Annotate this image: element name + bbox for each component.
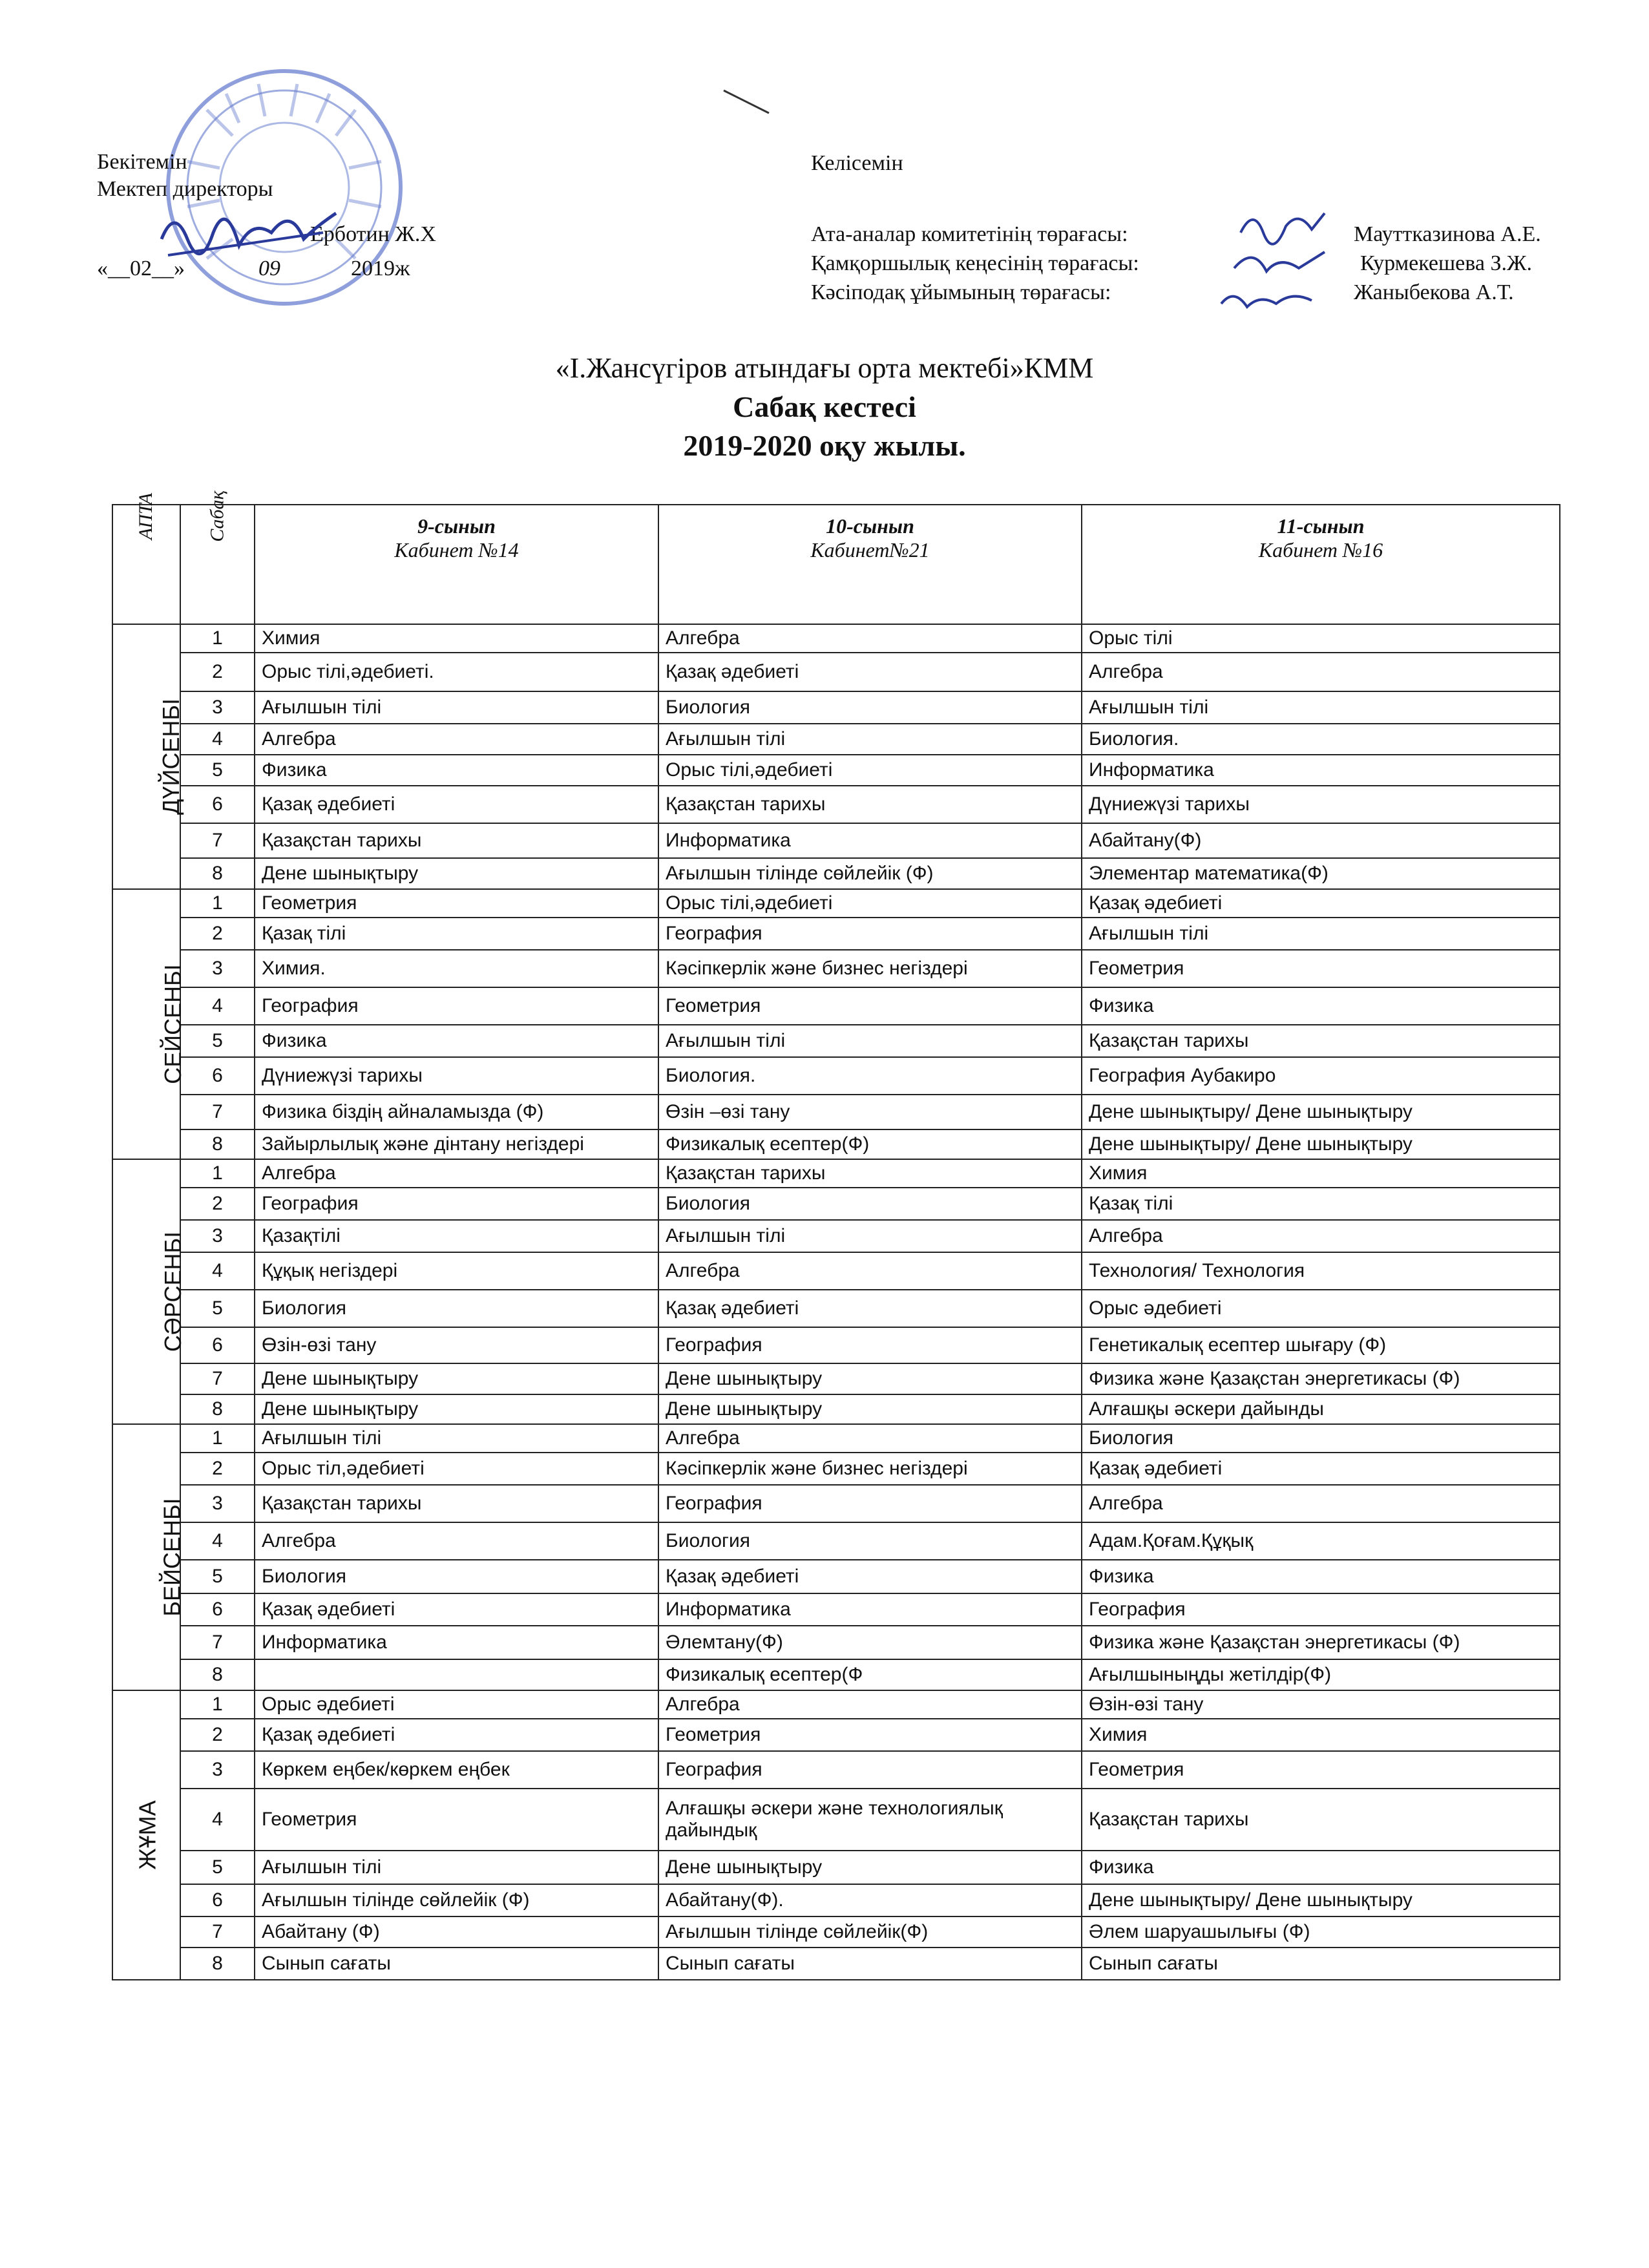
- cell-class-9: Ағылшын тілі: [255, 1424, 658, 1453]
- table-row: [112, 1424, 1560, 1453]
- cell-class-11: География Аубакиро: [1082, 1057, 1560, 1095]
- cell-class-9: Ағылшын тілі: [255, 1851, 658, 1884]
- cell-class-10: География: [658, 1485, 1082, 1522]
- cell-class-11: Қазақ әдебиеті: [1082, 1453, 1560, 1485]
- table-row: [112, 1025, 1560, 1057]
- cell-class-11: Алгебра: [1082, 653, 1560, 691]
- day-label: БЕЙСЕНБІ: [112, 1424, 180, 1690]
- table-row: [112, 987, 1560, 1025]
- lesson-number: 7: [180, 823, 255, 858]
- cell-class-9: Қазақ әдебиеті: [255, 786, 658, 823]
- cell-class-10: Әлемтану(Ф): [658, 1626, 1082, 1659]
- lesson-number: 2: [180, 1719, 255, 1751]
- school-name: «І.Жансүгіров атындағы орта мектебі»КММ: [555, 352, 1094, 384]
- table-row: [112, 889, 1560, 918]
- lesson-number: 4: [180, 1789, 255, 1851]
- cell-class-9: Орыс әдебиеті: [255, 1690, 658, 1719]
- lesson-number: 3: [180, 950, 255, 987]
- cell-class-11: Физика және Қазақстан энергетикасы (Ф): [1082, 1626, 1560, 1659]
- table-row: [112, 950, 1560, 987]
- signature-icon: [1215, 281, 1318, 320]
- lesson-number: 5: [180, 1290, 255, 1327]
- cell-class-11: Қазақстан тарихы: [1082, 1789, 1560, 1851]
- cell-class-10: Қазақ әдебиеті: [658, 653, 1082, 691]
- cell-class-10: Кәсіпкерлік және бизнес негіздері: [658, 1453, 1082, 1485]
- cell-class-11: Геометрия: [1082, 1751, 1560, 1789]
- cell-class-11: Қазақ тілі: [1082, 1188, 1560, 1220]
- cell-class-10: География: [658, 918, 1082, 950]
- cell-class-10: Алғашқы әскери және технологиялық дайындық: [658, 1789, 1082, 1851]
- table-row: [112, 1659, 1560, 1690]
- agreement-name: Мауттказинова А.Е.: [1354, 222, 1541, 246]
- table-row: [112, 1916, 1560, 1948]
- table-row: [112, 1884, 1560, 1916]
- lesson-number: 6: [180, 1057, 255, 1095]
- cell-class-11: Информатика: [1082, 755, 1560, 786]
- cell-class-9: Қазақ әдебиеті: [255, 1719, 658, 1751]
- cell-class-11: Технология/ Технология: [1082, 1252, 1560, 1290]
- cell-class-11: Сынып сағаты: [1082, 1948, 1560, 1980]
- cell-class-10: Сынып сағаты: [658, 1948, 1082, 1980]
- cell-class-9: Қазақ тілі: [255, 918, 658, 950]
- cell-class-10: Физикалық есептер(Ф: [658, 1659, 1082, 1690]
- lesson-number: 3: [180, 1220, 255, 1252]
- table-row: [112, 786, 1560, 823]
- cell-class-11: Әлем шаруашылығы (Ф): [1082, 1916, 1560, 1948]
- column-header-week: АПТА: [112, 505, 180, 624]
- lesson-number: 7: [180, 1916, 255, 1948]
- cell-class-9: География: [255, 1188, 658, 1220]
- cell-class-9: Көркем еңбек/көркем еңбек: [255, 1751, 658, 1789]
- cell-class-11: Орыс әдебиеті: [1082, 1290, 1560, 1327]
- column-header-lesson: Сабақ: [180, 505, 255, 624]
- cell-class-10: Биология: [658, 1522, 1082, 1560]
- agreement-title: Келісемін: [811, 151, 903, 175]
- column-header-class: [658, 505, 1082, 624]
- table-row: [112, 1394, 1560, 1424]
- cell-class-10: Алгебра: [658, 1690, 1082, 1719]
- cell-class-10: Биология: [658, 1188, 1082, 1220]
- cell-class-10: Биология.: [658, 1057, 1082, 1095]
- class-name: 10-сынып: [826, 514, 914, 538]
- table-row: [112, 1129, 1560, 1159]
- cell-class-11: Ағылшын тілі: [1082, 918, 1560, 950]
- approval-position: Мектеп директоры: [97, 177, 273, 201]
- cell-class-9: Геометрия: [255, 1789, 658, 1851]
- lesson-number: 1: [180, 1424, 255, 1453]
- table-row: [112, 1290, 1560, 1327]
- cell-class-10: Қазақстан тарихы: [658, 1159, 1082, 1188]
- cell-class-10: Кәсіпкерлік және бизнес негіздері: [658, 950, 1082, 987]
- cell-class-10: Информатика: [658, 823, 1082, 858]
- cell-class-10: Геометрия: [658, 987, 1082, 1025]
- lesson-number: 1: [180, 1690, 255, 1719]
- lesson-number: 8: [180, 1948, 255, 1980]
- cell-class-9: Алгебра: [255, 1159, 658, 1188]
- cell-class-11: Алғашқы әскери дайынды: [1082, 1394, 1560, 1424]
- table-row: [112, 1690, 1560, 1719]
- table-row: [112, 1057, 1560, 1095]
- table-row: [112, 1095, 1560, 1129]
- cell-class-10: Алгебра: [658, 1252, 1082, 1290]
- lesson-number: 2: [180, 918, 255, 950]
- table-row: [112, 1948, 1560, 1980]
- day-label: ЖҰМА: [112, 1690, 180, 1980]
- cell-class-10: Дене шынықтыру: [658, 1363, 1082, 1394]
- lesson-number: 5: [180, 1560, 255, 1593]
- lesson-number: 6: [180, 1327, 255, 1363]
- table-row: [112, 858, 1560, 889]
- cell-class-11: Қазақ әдебиеті: [1082, 889, 1560, 918]
- cell-class-11: Абайтану(Ф): [1082, 823, 1560, 858]
- director-name: Ерботин Ж.Х: [310, 222, 436, 246]
- table-row: [112, 1719, 1560, 1751]
- lesson-number: 4: [180, 724, 255, 755]
- cell-class-9: Орыс тіл,әдебиеті: [255, 1453, 658, 1485]
- cell-class-9: Абайтану (Ф): [255, 1916, 658, 1948]
- cell-class-9: Химия: [255, 624, 658, 653]
- cell-class-11: Қазақстан тарихы: [1082, 1025, 1560, 1057]
- agreement-role: Қамқоршылық кеңесінің төрағасы:: [811, 251, 1139, 275]
- cell-class-11: Химия: [1082, 1159, 1560, 1188]
- lesson-number: 6: [180, 1884, 255, 1916]
- table-row: [112, 653, 1560, 691]
- day-label: ДҮЙСЕНБІ: [112, 624, 180, 889]
- cell-class-9: География: [255, 987, 658, 1025]
- cell-class-9: Ағылшын тілінде сөйлейік (Ф): [255, 1884, 658, 1916]
- lesson-number: 7: [180, 1626, 255, 1659]
- cell-class-10: Өзін –өзі тану: [658, 1095, 1082, 1129]
- cell-class-11: Дүниежүзі тарихы: [1082, 786, 1560, 823]
- cell-class-10: География: [658, 1751, 1082, 1789]
- lesson-number: 4: [180, 1252, 255, 1290]
- cell-class-10: География: [658, 1327, 1082, 1363]
- cell-class-9: Ағылшын тілі: [255, 691, 658, 724]
- scan-mark-icon: [720, 87, 772, 116]
- academic-year: 2019-2020 оқу жылы.: [683, 429, 966, 462]
- cell-class-9: Қазақ әдебиеті: [255, 1593, 658, 1626]
- lesson-number: 4: [180, 987, 255, 1025]
- cell-class-9: Дене шынықтыру: [255, 858, 658, 889]
- cell-class-11: Физика: [1082, 1851, 1560, 1884]
- cell-class-9: Қазақстан тарихы: [255, 1485, 658, 1522]
- cell-class-10: Орыс тілі,әдебиеті: [658, 755, 1082, 786]
- table-row: [112, 1188, 1560, 1220]
- date-month: 09: [258, 257, 280, 280]
- cell-class-10: Информатика: [658, 1593, 1082, 1626]
- page-title: Сабақ кестесі: [733, 390, 916, 423]
- lesson-number: 5: [180, 1851, 255, 1884]
- table-row: [112, 1453, 1560, 1485]
- lesson-number: 8: [180, 858, 255, 889]
- class-room: Кабинет №16: [1258, 538, 1383, 562]
- cell-class-9: Информатика: [255, 1626, 658, 1659]
- cell-class-11: Дене шынықтыру/ Дене шынықтыру: [1082, 1884, 1560, 1916]
- cell-class-9: Қазақтілі: [255, 1220, 658, 1252]
- lesson-number: 8: [180, 1659, 255, 1690]
- lesson-number: 2: [180, 1188, 255, 1220]
- cell-class-10: Ағылшын тілінде сөйлейік(Ф): [658, 1916, 1082, 1948]
- agreement-row: [811, 279, 1586, 306]
- table-row: [112, 724, 1560, 755]
- cell-class-9: Дене шынықтыру: [255, 1394, 658, 1424]
- table-row: [112, 1560, 1560, 1593]
- class-room: Кабинет№21: [810, 538, 930, 562]
- cell-class-11: Өзін-өзі тану: [1082, 1690, 1560, 1719]
- cell-class-11: Химия: [1082, 1719, 1560, 1751]
- lesson-number: 1: [180, 889, 255, 918]
- cell-class-11: Алгебра: [1082, 1220, 1560, 1252]
- lesson-number: 7: [180, 1095, 255, 1129]
- cell-class-11: Ағылшыныңды жетілдір(Ф): [1082, 1659, 1560, 1690]
- cell-class-10: Қазақ әдебиеті: [658, 1290, 1082, 1327]
- lesson-number: 3: [180, 1485, 255, 1522]
- lesson-number: 7: [180, 1363, 255, 1394]
- cell-class-9: Биология: [255, 1560, 658, 1593]
- table-row: [112, 1327, 1560, 1363]
- class-name: 11-сынып: [1277, 514, 1365, 538]
- cell-class-9: Сынып сағаты: [255, 1948, 658, 1980]
- agreement-name: Жаныбекова А.Т.: [1354, 280, 1514, 304]
- cell-class-11: Биология: [1082, 1424, 1560, 1453]
- column-header-class: [255, 505, 658, 624]
- agreement-role: Кәсіподақ ұйымының төрағасы:: [811, 280, 1111, 304]
- table-row: [112, 755, 1560, 786]
- cell-class-10: Орыс тілі,әдебиеті: [658, 889, 1082, 918]
- class-room: Кабинет №14: [394, 538, 519, 562]
- table-row: [112, 1789, 1560, 1851]
- cell-class-11: Адам.Қоғам.Құқық: [1082, 1522, 1560, 1560]
- cell-class-9: Физика: [255, 755, 658, 786]
- cell-class-10: Ағылшын тілі: [658, 1220, 1082, 1252]
- table-header-row: [112, 505, 1560, 624]
- cell-class-9: Алгебра: [255, 724, 658, 755]
- cell-class-11: Биология.: [1082, 724, 1560, 755]
- lesson-number: 2: [180, 1453, 255, 1485]
- day-label: СӘРСЕНБІ: [112, 1159, 180, 1424]
- cell-class-11: Дене шынықтыру/ Дене шынықтыру: [1082, 1095, 1560, 1129]
- cell-class-10: Дене шынықтыру: [658, 1394, 1082, 1424]
- cell-class-11: Генетикалық есептер шығару (Ф): [1082, 1327, 1560, 1363]
- cell-class-10: Қазақстан тарихы: [658, 786, 1082, 823]
- class-name: 9-сынып: [417, 514, 496, 538]
- lesson-number: 3: [180, 1751, 255, 1789]
- table-row: [112, 691, 1560, 724]
- cell-class-9: Алгебра: [255, 1522, 658, 1560]
- table-row: [112, 1159, 1560, 1188]
- cell-class-11: Физика: [1082, 987, 1560, 1025]
- lesson-number: 2: [180, 653, 255, 691]
- table-row: [112, 823, 1560, 858]
- lesson-number: 5: [180, 1025, 255, 1057]
- lesson-number: 1: [180, 624, 255, 653]
- document-header: [0, 349, 1649, 465]
- agreement-name: Курмекешева З.Ж.: [1360, 251, 1532, 275]
- lesson-number: 8: [180, 1394, 255, 1424]
- cell-class-9: Орыс тілі,әдебиеті.: [255, 653, 658, 691]
- cell-class-9: [255, 1659, 658, 1690]
- table-row: [112, 1626, 1560, 1659]
- cell-class-11: Орыс тілі: [1082, 624, 1560, 653]
- cell-class-9: Физика: [255, 1025, 658, 1057]
- table-row: [112, 1220, 1560, 1252]
- cell-class-11: Алгебра: [1082, 1485, 1560, 1522]
- lesson-number: 1: [180, 1159, 255, 1188]
- cell-class-11: Элементар математика(Ф): [1082, 858, 1560, 889]
- agreement-role: Ата-аналар комитетінің төрағасы:: [811, 222, 1128, 246]
- cell-class-9: Зайырлылық және дінтану негіздері: [255, 1129, 658, 1159]
- cell-class-10: Ағылшын тілі: [658, 724, 1082, 755]
- cell-class-11: Ағылшын тілі: [1082, 691, 1560, 724]
- cell-class-11: Геометрия: [1082, 950, 1560, 987]
- cell-class-10: Алгебра: [658, 624, 1082, 653]
- cell-class-9: Химия.: [255, 950, 658, 987]
- cell-class-11: Физика: [1082, 1560, 1560, 1593]
- cell-class-9: Қазақстан тарихы: [255, 823, 658, 858]
- cell-class-9: Өзін-өзі тану: [255, 1327, 658, 1363]
- table-row: [112, 1593, 1560, 1626]
- cell-class-10: Дене шынықтыру: [658, 1851, 1082, 1884]
- cell-class-9: Дүниежүзі тарихы: [255, 1057, 658, 1095]
- cell-class-11: Дене шынықтыру/ Дене шынықтыру: [1082, 1129, 1560, 1159]
- cell-class-10: Геометрия: [658, 1719, 1082, 1751]
- cell-class-10: Абайтану(Ф).: [658, 1884, 1082, 1916]
- director-signature-icon: [149, 194, 342, 278]
- lesson-number: 8: [180, 1129, 255, 1159]
- table-row: [112, 624, 1560, 653]
- cell-class-10: Физикалық есептер(Ф): [658, 1129, 1082, 1159]
- cell-class-10: Биология: [658, 691, 1082, 724]
- cell-class-11: География: [1082, 1593, 1560, 1626]
- table-row: [112, 1851, 1560, 1884]
- table-row: [112, 1522, 1560, 1560]
- cell-class-10: Ағылшын тілінде сөйлейік (Ф): [658, 858, 1082, 889]
- cell-class-9: Дене шынықтыру: [255, 1363, 658, 1394]
- table-row: [112, 1751, 1560, 1789]
- date-day: «__02__»: [97, 257, 185, 280]
- table-row: [112, 1252, 1560, 1290]
- column-header-class: [1082, 505, 1560, 624]
- cell-class-9: Физика біздің айналамызда (Ф): [255, 1095, 658, 1129]
- cell-class-9: Геометрия: [255, 889, 658, 918]
- schedule-table: [112, 490, 1560, 1980]
- table-row: [112, 1363, 1560, 1394]
- lesson-number: 3: [180, 691, 255, 724]
- cell-class-9: Биология: [255, 1290, 658, 1327]
- cell-class-10: Ағылшын тілі: [658, 1025, 1082, 1057]
- cell-class-10: Алгебра: [658, 1424, 1082, 1453]
- cell-class-9: Құқық негіздері: [255, 1252, 658, 1290]
- table-row: [112, 1485, 1560, 1522]
- day-label: СЕЙСЕНБІ: [112, 889, 180, 1159]
- lesson-number: 6: [180, 1593, 255, 1626]
- cell-class-11: Физика және Қазақстан энергетикасы (Ф): [1082, 1363, 1560, 1394]
- cell-class-10: Қазақ әдебиеті: [658, 1560, 1082, 1593]
- lesson-number: 6: [180, 786, 255, 823]
- lesson-number: 4: [180, 1522, 255, 1560]
- agreement-row: [811, 250, 1586, 277]
- lesson-number: 5: [180, 755, 255, 786]
- agreement-row: [811, 221, 1586, 248]
- approval-title: Бекітемін: [97, 150, 187, 174]
- date-year: 2019ж: [351, 257, 410, 280]
- table-row: [112, 918, 1560, 950]
